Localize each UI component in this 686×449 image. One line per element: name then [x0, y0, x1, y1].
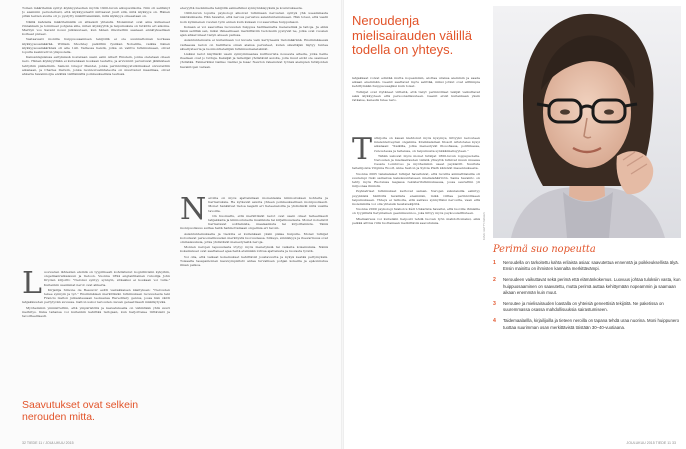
photo-credit: KUVA: GETTY IMAGES	[483, 212, 486, 240]
fact-box-title: Perimä suo nopeutta	[493, 244, 596, 255]
left-col1-top	[22, 6, 170, 266]
paragraph: Myöhemmin ymmärrettiin, että ympäristöllä ja kasvatuksella on vähintään yhtä suuri merkitys. Kuka tahansa voi kuitenkin kehittää taitojaan, kun harjoittelee riittävästi ja tavoitteellisesti.	[22, 305, 170, 319]
paragraph: 1900-luvun lopulla psykologi alkoivat tutkimaan nerouden syntyä yhä useammasta näkökulmasta. Hän havaitsi, että nerous perustuu asiantuntemukseen. Hän totesi, että vaatii noin kymmenen vuoden työn ennen kuin kukaan voi saavuttaa huipputason.	[180, 11, 328, 24]
paragraph: Kokaan ei voi saavuttaa luovuuden huippua hallitsematta menetelmiä ja taitoja. Ja ehkä tämä selittää sen, miksi ihmeelliseen merkittäviin tuotoksiin pystyvät ne, jotka ovat vuosien ajan ahkeroineet tietyn alueen parissa.	[180, 24, 328, 38]
list-item	[493, 301, 681, 313]
item-number: 4	[493, 318, 496, 325]
paragraph: uovuuden lähteiden etsintä on tyypillisesti kohdistunut kognitiivisiin kykyihin, ongelmanratkaisuun ja tietoon. Vuonna 1894 englantilainen runoilija John Dryden kirjoitti: "Neroksi syntyy synnyin, sitkeäksi ei koskaan voi tulla." Kuitenkin useimmat nerot ovat ahkeria.	[43, 270, 170, 287]
paragraph: Vuonna 2009 psykologi Szabolcs Kéri Unkarista havaitsi, että luoville ihmisille on tyypillistä tietynlainen geenimuunnos, joka liittyy myös psykoosialttiuteen.	[352, 207, 480, 216]
page-headline: Neroudenja mielisairauden välillä todella on yhteys.	[352, 13, 472, 57]
left-col1-lower	[22, 270, 170, 398]
page-footer-left: 32 TIEDE 11 / JOULUKUU 2015	[22, 441, 74, 445]
paragraph: Asiantuntemuksella ja tiedolla ei kuitenkaan yksin pääse huipulle. Monet tutkijat korostavat persoonallisuuden merkitystä luovuudessa. Sitkeys, sinnikkyys ja itsevarmuus ovat ominaisuuksia, jotka yhdistävät menestyneitä neroja.	[180, 231, 328, 245]
paragraph: Vuonna 2005 tanskalaiset tutkijat havaitsivat, että luovilla ammattilaisilla oli suurempi riski sairastua kaksisuuntaiseen mielialahäiriöön. Sama havainto on tehty myös Ruotsissa laajassa rekisteritutkimuksessa, jossa seurattiin yli miljoonaa ihmistä.	[352, 171, 480, 189]
paragraph: utkijoita on kauan kiehtonut myös kysymys, liittyykö nerouteen mielenterveyden ongelmia. Kreikkalainen filosofi Aristoteles kysyi aikanaan: "Kaikilla, jotka menestyvät filosofiassa, politiikassa, runoudessa ja taiteissa, on taipumusta synkkämielisyyteen."	[374, 136, 480, 153]
paragraph: lahjakkaat voivat edistää mutta nopeammin, alottaa uransa aiemmin ja saada aikaan enemmän. Geenit saattavat myös selittää, miksi jotkut ovat alttiimpia kehittymään huippuosaajiksi kuin toiset.	[352, 76, 480, 89]
paragraph: Kansantajuisissa esityksissä nostetaan usein esiin Albert Einstein, jonka oletetaan olleen nero. Hänen älykkyyttään ei kuitenkaan koskaan testattu, ja arvioinnit perustuvat jälkikäteen tehtyihin päätelmiin. Samoin Gregor Mendel, jonka perinnöllisyystutkimukset sivuutettiin aikanaan, ja Charles Darwin, jonka luonnonvalintateoria on muuttanut maailmaa, olivat ahkeria havainnoijia eivätkä välttämättä poikkeuksellisia testissä.	[22, 55, 170, 77]
left-col2-top	[180, 6, 328, 191]
list-item	[493, 260, 681, 272]
item-text: Neroudeen vaikuttavat sekä perimä että elämänkokemus. Luovuus johtaa tuloksiin vasta, kun huippuosaaminen on saavutettu, mutta perimä auttaa kehittymään nopeammin ja saamaan aikaan enemmän kuin muut.	[503, 277, 681, 295]
paragraph: Lisäksi nerot käyttävät usein synnyinmaansa kulttuurista nousevia aiheita, jotka heille itselleen ovat jo tuttuja. Keksijät ja taiteilijat yhdistävät asioita, joita muut eivät ole osanneet yhdistää. Esimerkiksi Galileo Galilei ja Isaac Newton rakensivat työnsä aiempien tutkijoiden havaintojen varaan.	[180, 52, 328, 69]
paragraph: Kirjailija Simone de Beauvoir esitti vastakkaisen käsityksen: "Nerouden tekee synnyin ja työ." Ensimmäisen merkittävän tutkimuksen luovuudesta teki Francis Galton julkaistessaan teoksensa Hereditary genius, jossa hän väitti lahjakkuuden periytyvän suvussa. Galton uskoi nerouden olevan geneettisesti määräytyvää.	[22, 287, 170, 305]
portrait-photo	[493, 6, 681, 238]
drop-cap: T	[352, 136, 373, 167]
paragraph: Toinen määritelmä syntyi älykkyystestien myötä 1900-luvun alkupuolikolla. Niin oli selitänyt Jo aiemmin perustellusti, että älykkyystestit mittaavat juuri sitä, mitä älykkyys on. Hänen pitää testien avulla oli jo pystytty määrittelemään, mitä älykkyys oikeastaan on.	[22, 6, 170, 19]
paragraph: eroilla on myös ajattelullaan monenlaisia kiinnostuksen kohteita ja harrastuksia. He kytkevät asioita yhteen poikkeuksellisen monipuolisesti. Monet hankkivat tietoa laajalti eri tieteenaloilta ja yhdistävät niitä uusilla tavoilla.	[208, 196, 328, 213]
drop-cap: L	[22, 270, 42, 301]
paragraph: Monien nerojen lapsuudesta löytyy myös menetyksiä tai vaikeita kokemuksia. Nämä kokemukset ovat saattaneet ajaa heitä etsimään lohtua ajattelusta ja luovasta työstä.	[180, 245, 328, 254]
list-item	[493, 318, 681, 330]
paragraph: On huomattu, että merkittävät nerot ovat usein olleet taiteellisesti lahjakkaita ja kiinnostuneita musiikista tai kirjallisuudesta. Monet nobelistit harrastavat soittamista, maalaamista tai kirjoittamista. Tämä monipuolisuus auttaa heitä hahmottamaan ongelmia eri tavoin.	[180, 213, 328, 231]
page-gutter	[341, 0, 344, 449]
page-footer-right: JOULUKUU 2015 TIEDE 11 33	[626, 441, 676, 445]
item-text: Neroudella on tarkoitettu kahta erilaista asiaa: saavutettua ennenntä ja poikkeuksellista älyä. Ensin mainittu on ihmisten kannalta merkittävämpi.	[503, 260, 679, 272]
paragraph: Mielisairaus voi kuitenkin helposti tehdä luovan työn mahdottomaksi, eikä pelkkä alttius riitä tuottamaan merkittäviä saavutuksia.	[352, 216, 480, 225]
left-col2-bottom	[180, 196, 328, 436]
item-text: Taidemaalarilla, kirjailijoilla ja tieteen neroilla on tapana tehdä uraa nuorina. Moni huippunero tuottaa suurimman osan merkittävistä töistään 30–40-vuotiaana.	[503, 318, 680, 330]
fact-box	[493, 244, 681, 439]
item-number: 1	[493, 260, 496, 266]
right-col-top	[352, 76, 480, 132]
pull-quote: Saavutukset ovat selkein nerouden mitta.	[22, 399, 139, 423]
right-col-mid	[352, 136, 480, 436]
paragraph: Tutkijat ovat löytäneet viitteitä, että tietyt perinnölliset tekijät vaikuttavat sekä älykkyyteen että persoonallisuuteen. Geenit eivät kuitenkaan yksin ratkaise, kenestä tulee nero.	[352, 89, 480, 103]
paragraph: Tähän uskovat myös monet tutkijat 1800-luvun loppupuolella. Nerouden ja mielisairauden välistä yhteyttä tutkivat muun muassa Cesare Lombroso ja myöhemmin useat psykiatrit. Suurista taiteilijoista Virginia Woolf, Anne Sexton ja Sylvia Plath kärsivät masennuksesta.	[352, 153, 480, 171]
paragraph: Voi olla, että vaikeat kokemukset kehittävät joustavuutta ja kykyä kestää pettymyksiä. Toisaalta tasapainoinen kasvuympäristö antaa turvallisen pohjan kokeilla ja epäonnistua ilman pelkoa.	[180, 254, 328, 268]
paragraph: Näillä kahdella määritelmällä on sitkeästi yhteistä. Molemmat ovat aina kulkeneet rinnakkain ja toimineet pohjana sille, miten älykkyyttä ja taipumuksia on tutkittu eri aikoina. Marilyn vos Savant nousi julkisuuteen, kun hänen ilmoitettiin saaneen ennätyksellisen korkeat pisteet.	[22, 19, 170, 37]
paragraph: Psykiatriset tutkimukset kertovat saman. Nerojen sukulaisilla esiintyy psyykkisiä häiriöitä tavallista enemmän, mikä viittaa perinnölliseen taipumukseen. Yhteys ei tarkoita, että sairaus synnyttäisi neroutta, vaan että molemmilla voi olla yhteisiä taustatekijöitä.	[352, 189, 480, 207]
item-number: 2	[493, 277, 496, 284]
item-text: Neroutee ja mielisairauden loastalla on yhteisiä geneettisiä tekijöitä. Ne paketissa on suuremmassa osassa mahdollisuuksia sairastumiseen.	[503, 301, 664, 313]
paragraph: Asiantuntemusta ei kuitenkaan voi kuvata vain kertyneenä tietomääränä. Ensimmäisessä vaiheessa neron on hallittava oman alansa perusteet, kuten säveltäjän täytyy tuntea sävellysteoria ja luonnontieteilijän tutkimusmenetelmät.	[180, 38, 328, 51]
item-number: 3	[493, 301, 496, 308]
paragraph: Vastaavasti monilla huippuosaamisen tekijöillä ei ole suunnattoman korkeaa älykkyysosamäärää. William Shockley palkittiin fysiikan Nobelilla, vaikka hänen älykkyysosamääränsä oli alle 140. Valtaosa heistä, jotka on valittu tutkimukseen, olivat lopulta keskiverron yläpuolella.	[22, 37, 170, 55]
drop-cap: N	[180, 196, 207, 227]
woman-with-glasses-illustration	[493, 6, 681, 238]
list-item	[493, 277, 681, 296]
paragraph: etevyyttä nuokkineita tekijöitä esimerkiksi synnynnäisyyksiä ja koulutuksesta.	[180, 6, 303, 10]
